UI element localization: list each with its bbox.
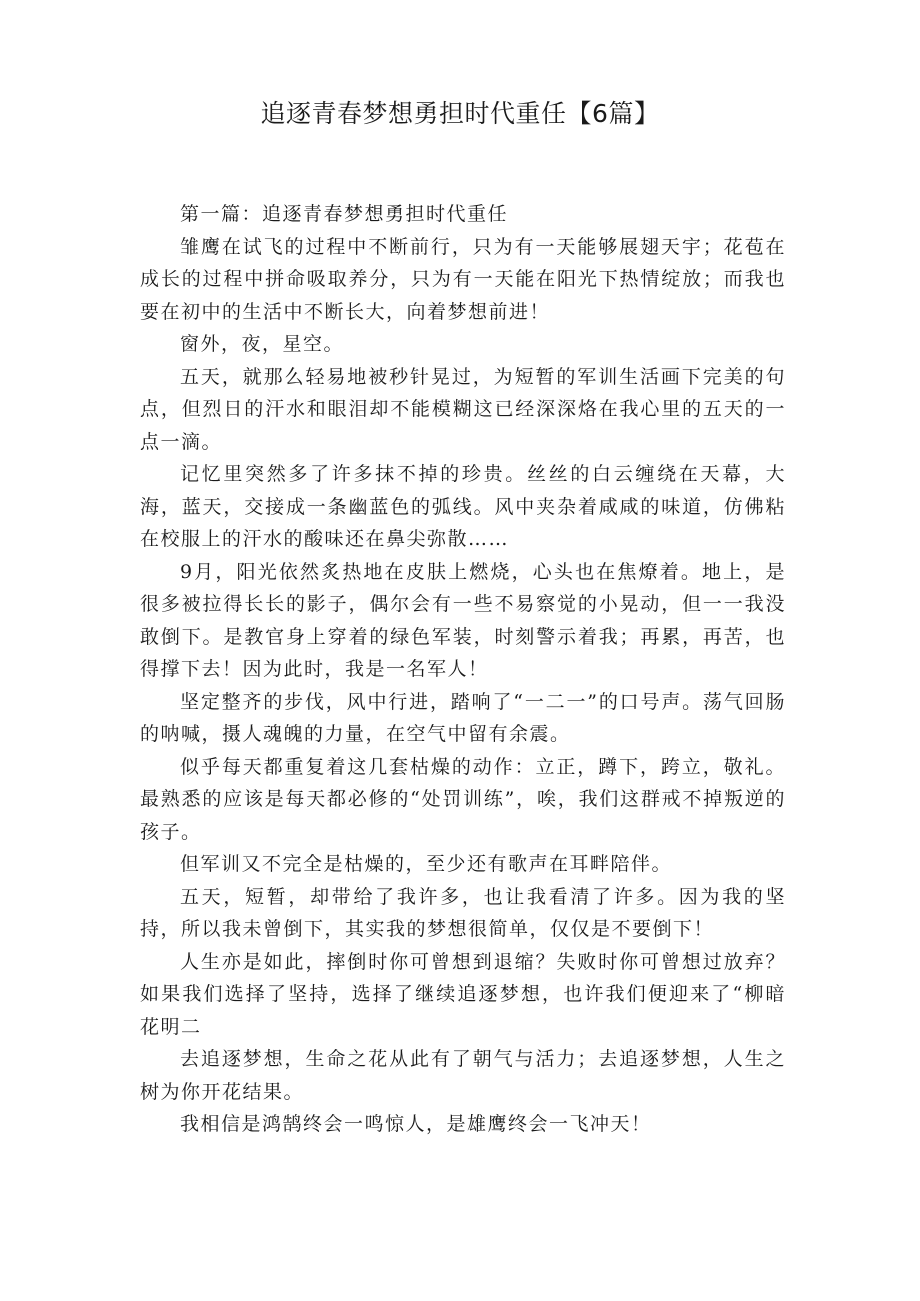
paragraph: 9月，阳光依然炙热地在皮肤上燃烧，心头也在焦燎着。地上，是很多被拉得长长的影子，偶尔会有一些不易察觉的小晃动，但一一我没敢倒下。是教官身上穿着的绿色军装，时刻警示着我；再累，再苦，也得撑下去！因为此时，我是一名军人！ <box>140 560 786 680</box>
paragraph: 但军训又不完全是枯燥的，至少还有歌声在耳畔陪伴。 <box>180 853 673 875</box>
paragraph: 五天，就那么轻易地被秒针晃过，为短暂的军训生活画下完美的句点，但烈日的汗水和眼泪却不能模糊这已经深深烙在我心里的五天的一点一滴。 <box>140 365 786 453</box>
document-title: 追逐青春梦想勇担时代重任【6篇】 <box>260 99 660 128</box>
section-heading: 第一篇：追逐青春梦想勇担时代重任 <box>180 203 509 225</box>
paragraph: 坚定整齐的步伐，风中行进，踏响了“一二一”的口号声。荡气回肠的呐喊，摄人魂魄的力量，在空气中留有余震。 <box>140 690 786 745</box>
paragraph: 我相信是鸿鹄终会一鸣惊人，是雄鹰终会一飞冲天！ <box>180 1113 652 1135</box>
paragraph: 记忆里突然多了许多抹不掉的珍贵。丝丝的白云缠绕在天幕，大海，蓝天，交接成一条幽蓝色的弧线。风中夹杂着咸咸的味道，仿佛粘在校服上的汗水的酸味还在鼻尖弥散…… <box>140 463 786 550</box>
paragraph: 去追逐梦想，生命之花从此有了朝气与活力；去追逐梦想，人生之树为你开花结果。 <box>140 1048 786 1103</box>
paragraph: 五天，短暂，却带给了我许多，也让我看清了许多。因为我的坚持，所以我未曾倒下，其实我的梦想很简单，仅仅是不要倒下！ <box>140 885 786 940</box>
paragraph: 人生亦是如此，摔倒时你可曾想到退缩？失败时你可曾想过放弃？如果我们选择了坚持，选择了继续追逐梦想，也许我们便迎来了“柳暗花明二 <box>140 950 786 1038</box>
paragraph: 似乎每天都重复着这几套枯燥的动作：立正，蹲下，跨立，敬礼。最熟悉的应该是每天都必修的“处罚训练”，唉，我们这群戒不掉叛逆的孩子。 <box>140 755 786 843</box>
paragraph: 雏鹰在试飞的过程中不断前行，只为有一天能够展翅天宇；花苞在成长的过程中拼命吸取养分，只为有一天能在阳光下热情绽放；而我也要在初中的生活中不断长大，向着梦想前进！ <box>140 235 786 323</box>
paragraph: 窗外，夜，星空。 <box>180 333 345 355</box>
document-body <box>140 198 786 1141</box>
